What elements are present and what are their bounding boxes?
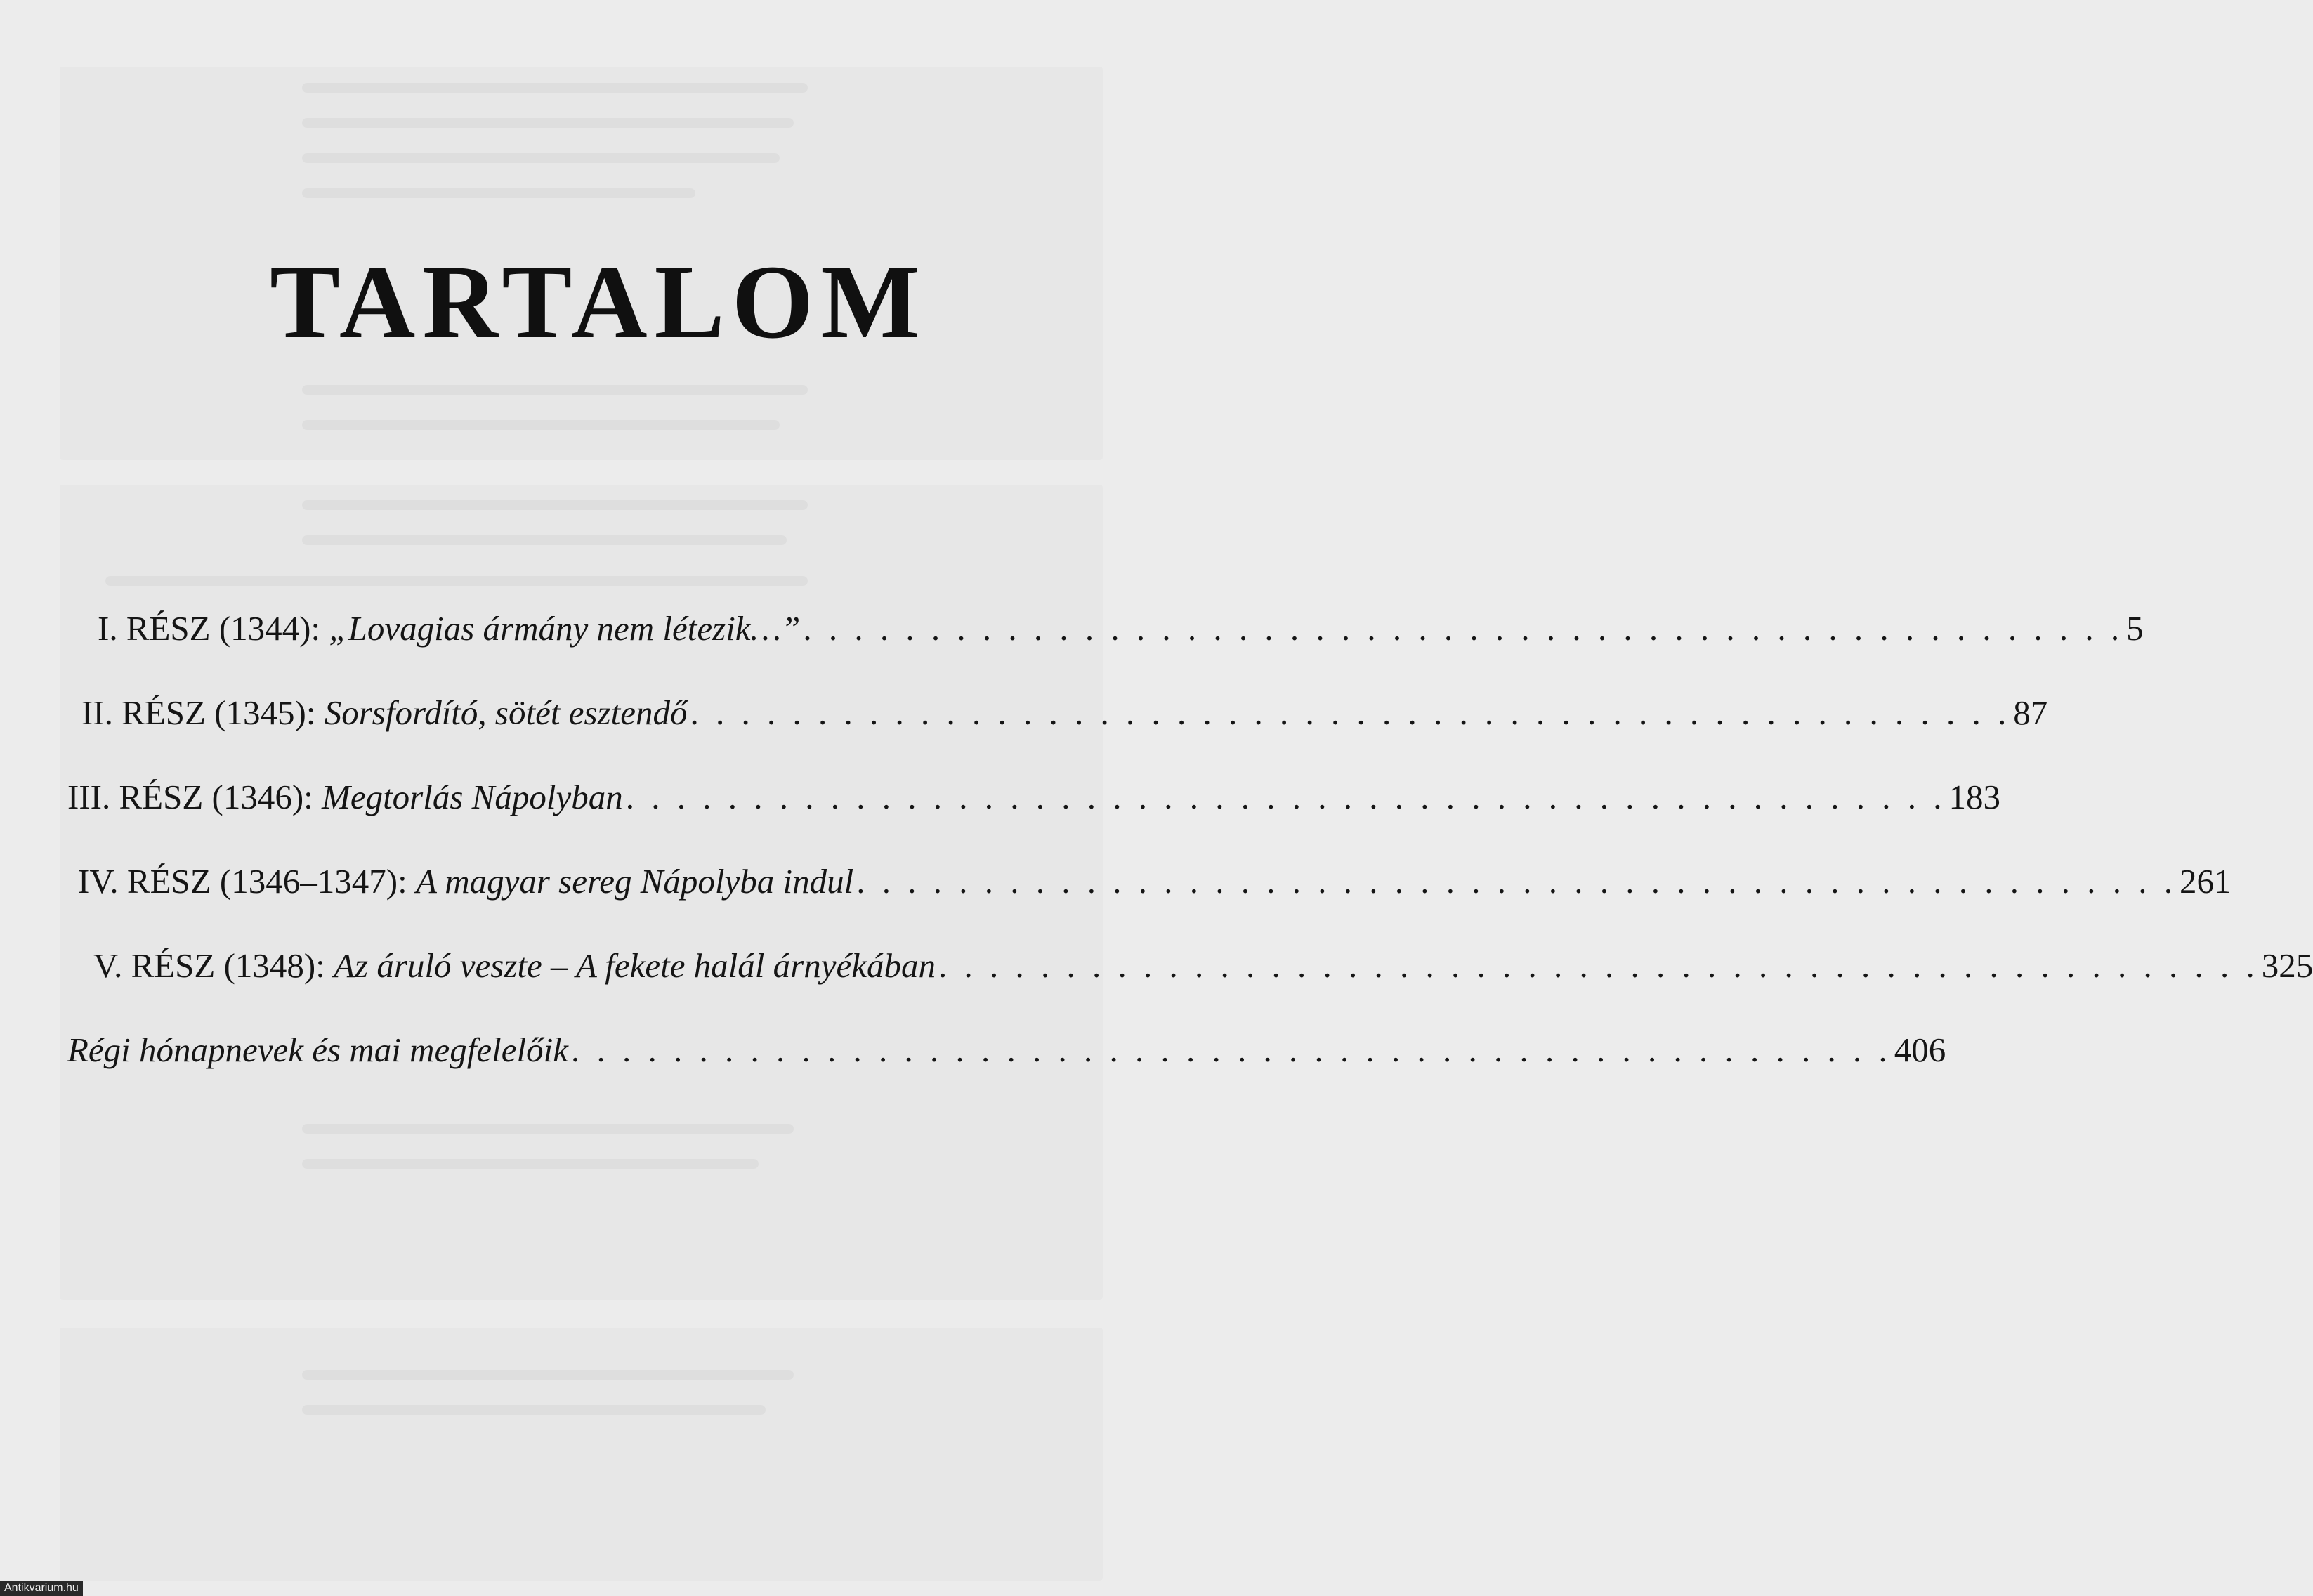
toc-part: III. RÉSZ (1346): (67, 778, 322, 816)
show-through-line (302, 1159, 759, 1169)
watermark: Antikvarium.hu (0, 1581, 83, 1596)
toc-page-number: 183 (1948, 778, 2000, 816)
toc-entry (67, 778, 2000, 864)
toc-leader-dots: . . . . . . . . . . . . . . . . . . . . . . . . . . . . . . . . . . . . . . . . . . . . . . . . . . . . (690, 693, 2011, 732)
show-through-line (302, 118, 794, 128)
toc-entry (67, 1031, 1946, 1117)
toc-entry (67, 862, 2232, 948)
toc-entry (67, 609, 2144, 695)
toc-entry-label (67, 780, 623, 814)
toc-entry (67, 946, 2313, 1033)
toc-entry-label (98, 611, 800, 646)
toc-part: V. RÉSZ (1348): (93, 946, 334, 985)
toc-entry-label (67, 1033, 568, 1067)
toc-leader-dots: . . . . . . . . . . . . . . . . . . . . . . . . . . . . . . . . . . . . . . . . . . . . . . . . . . . . (856, 862, 2177, 901)
toc-page-number: 87 (2013, 693, 2048, 732)
show-through-line (302, 1370, 794, 1380)
toc-title: Az áruló veszte – A fekete halál árnyékában (334, 946, 936, 985)
show-through-line (302, 153, 780, 163)
show-through-line (302, 420, 780, 430)
show-through-line (302, 83, 808, 93)
toc-title: Régi hónapnevek és mai megfelelőik (67, 1031, 568, 1069)
toc-part: I. RÉSZ (1344): (98, 609, 329, 648)
show-through-line (302, 1124, 794, 1134)
toc-page-number: 406 (1894, 1031, 1946, 1069)
show-through-block-bottom (60, 1328, 1103, 1581)
toc-page-number: 5 (2126, 609, 2144, 648)
toc-page-number: 325 (2261, 946, 2313, 985)
toc-entry (67, 693, 2048, 780)
show-through-line (302, 1405, 766, 1415)
show-through-line (302, 385, 808, 395)
toc-entry-label (78, 862, 854, 901)
toc-title: A magyar sereg Nápolyba indul (415, 862, 854, 901)
toc-title: Megtorlás Nápolyban (322, 778, 623, 816)
toc-part: IV. RÉSZ (1346–1347): (78, 862, 416, 901)
toc-leader-dots: . . . . . . . . . . . . . . . . . . . . . . . . . . . . . . . . . . . . . . . . . . . . . . . . . . . . (625, 778, 1946, 816)
show-through-line (105, 576, 808, 586)
toc-page-number: 261 (2180, 862, 2232, 901)
toc-entry-label (93, 948, 936, 983)
toc-part: II. RÉSZ (1345): (81, 693, 325, 732)
show-through-line (302, 188, 695, 198)
toc-leader-dots: . . . . . . . . . . . . . . . . . . . . . . . . . . . . . . . . . . . . . . . . . . . . . . . . . . . . (803, 609, 2124, 648)
page-title: TARTALOM (270, 244, 927, 360)
table-of-contents (67, 609, 2313, 1117)
show-through-line (302, 535, 787, 545)
toc-title: Sorsfordító, sötét esztendő (324, 693, 688, 732)
toc-leader-dots: . . . . . . . . . . . . . . . . . . . . . . . . . . . . . . . . . . . . . . . . . . . . . . . . . . . . (570, 1031, 1892, 1069)
toc-entry-label (81, 695, 687, 730)
show-through-line (302, 500, 808, 510)
toc-leader-dots: . . . . . . . . . . . . . . . . . . . . . . . . . . . . . . . . . . . . . . . . . . . . . . . . . . . . (938, 946, 2259, 985)
toc-title: „Lovagias ármány nem létezik…” (329, 609, 801, 648)
